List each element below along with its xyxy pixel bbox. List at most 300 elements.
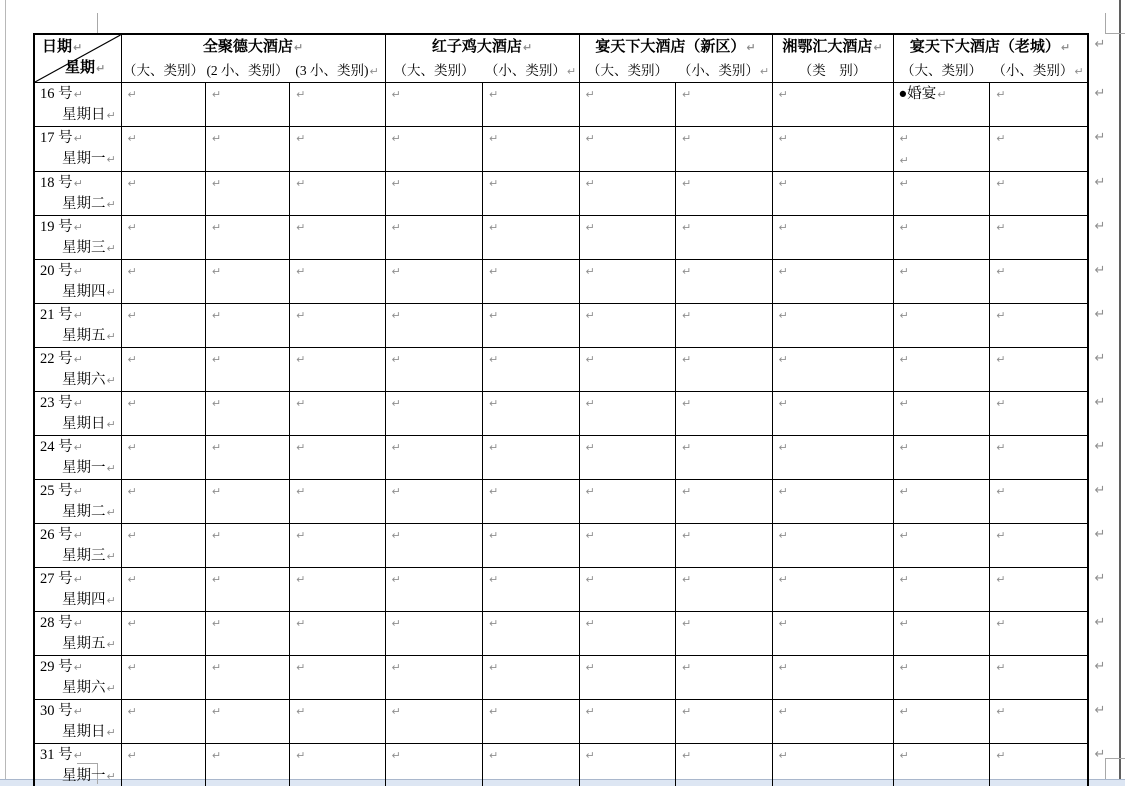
data-cell-r14-c2[interactable] <box>205 656 289 700</box>
data-cell-r6-c3[interactable] <box>290 304 385 348</box>
date-label-cell[interactable] <box>34 392 121 436</box>
data-cell-r13-c8[interactable] <box>772 612 893 656</box>
data-cell-r13-c3[interactable] <box>290 612 385 656</box>
paragraph-mark-icon: ↵ <box>489 529 499 542</box>
data-cell-r12-c6[interactable] <box>579 568 676 612</box>
hotel-header-cell-4[interactable] <box>772 34 893 83</box>
paragraph-mark-icon: ↵ <box>296 265 306 278</box>
data-cell-r6-c6[interactable] <box>579 304 676 348</box>
data-cell-r7-c1[interactable] <box>121 348 205 392</box>
data-cell-r16-c8[interactable] <box>772 744 893 786</box>
data-cell-r10-c5[interactable] <box>483 480 580 524</box>
corner-label-week: 星期 <box>65 60 96 76</box>
data-cell-r1-c3[interactable] <box>290 83 385 127</box>
data-cell-r2-c5[interactable] <box>483 127 580 172</box>
data-cell-r16-c6[interactable] <box>579 744 676 786</box>
paragraph-mark-icon: ↵ <box>106 418 116 431</box>
paragraph-mark-icon: ↵ <box>106 374 116 387</box>
date-label-cell[interactable] <box>34 127 121 172</box>
paragraph-mark-icon: ↵ <box>682 397 692 410</box>
data-cell-r9-c6[interactable] <box>579 436 676 480</box>
weekday: 星期四 <box>62 284 106 300</box>
data-cell-r9-c1[interactable] <box>121 436 205 480</box>
paragraph-mark-icon: ↵ <box>682 661 692 674</box>
paragraph-mark-icon: ↵ <box>996 573 1006 586</box>
data-cell-r1-c2[interactable] <box>205 83 289 127</box>
paragraph-mark-icon: ↵ <box>778 177 788 190</box>
data-cell-r8-c9[interactable] <box>893 392 990 436</box>
data-cell-r10-c3[interactable] <box>290 480 385 524</box>
paragraph-mark-icon: ↵ <box>296 132 306 145</box>
data-cell-r12-c9[interactable] <box>893 568 990 612</box>
data-cell-r12-c10[interactable] <box>990 568 1088 612</box>
data-cell-r9-c7[interactable] <box>676 436 773 480</box>
data-cell-r11-c6[interactable] <box>579 524 676 568</box>
data-cell-r11-c9[interactable] <box>893 524 990 568</box>
data-cell-r11-c7[interactable] <box>676 524 773 568</box>
paragraph-mark-icon: ↵ <box>391 309 401 322</box>
data-cell-r14-c6[interactable] <box>579 656 676 700</box>
data-cell-r7-c3[interactable] <box>290 348 385 392</box>
paragraph-mark-icon: ↵ <box>106 286 116 299</box>
data-cell-r6-c10[interactable] <box>990 304 1088 348</box>
data-cell-r9-c2[interactable] <box>205 436 289 480</box>
data-cell-r12-c2[interactable] <box>205 568 289 612</box>
data-cell-r13-c10[interactable] <box>990 612 1088 656</box>
date-label-cell[interactable] <box>34 83 121 127</box>
data-cell-r4-c4[interactable] <box>385 216 483 260</box>
date-label-cell[interactable] <box>34 172 121 216</box>
data-cell-r10-c9[interactable] <box>893 480 990 524</box>
data-cell-r9-c10[interactable] <box>990 436 1088 480</box>
data-cell-r15-c5[interactable] <box>483 700 580 744</box>
data-cell-r1-c7[interactable] <box>676 83 773 127</box>
paragraph-mark-icon: ↵ <box>996 485 1006 498</box>
date-label-cell[interactable] <box>34 480 121 524</box>
paragraph-mark-icon: ↵ <box>778 705 788 718</box>
paragraph-mark-icon: ↵ <box>106 109 116 122</box>
paragraph-mark-icon: ↵ <box>296 309 306 322</box>
row-end-paragraph-mark: ↵ <box>1094 85 1106 101</box>
data-cell-r7-c5[interactable] <box>483 348 580 392</box>
weekday: 星期五 <box>62 328 106 344</box>
paragraph-mark-icon: ↵ <box>106 638 116 651</box>
data-cell-r4-c10[interactable] <box>990 216 1088 260</box>
paragraph-mark-icon: ↵ <box>391 661 401 674</box>
data-cell-r4-c5[interactable] <box>483 216 580 260</box>
data-cell-r5-c6[interactable] <box>579 260 676 304</box>
hotel-header-cell-2[interactable] <box>385 34 579 83</box>
data-cell-r16-c3[interactable] <box>290 744 385 786</box>
data-cell-r7-c8[interactable] <box>772 348 893 392</box>
data-cell-r3-c9[interactable] <box>893 172 990 216</box>
paragraph-mark-icon: ↵ <box>996 397 1006 410</box>
data-cell-r1-c5[interactable] <box>483 83 580 127</box>
date-label-cell[interactable] <box>34 612 121 656</box>
data-cell-r8-c5[interactable] <box>483 392 580 436</box>
paragraph-mark-icon: ↵ <box>489 177 499 190</box>
paragraph-mark-icon: ↵ <box>127 265 137 278</box>
data-cell-r11-c2[interactable] <box>205 524 289 568</box>
data-cell-r10-c7[interactable] <box>676 480 773 524</box>
paragraph-mark-icon: ↵ <box>899 749 909 762</box>
data-cell-r2-c3[interactable] <box>290 127 385 172</box>
paragraph-mark-icon: ↵ <box>996 309 1006 322</box>
paragraph-mark-icon: ↵ <box>106 330 116 343</box>
data-cell-r12-c3[interactable] <box>290 568 385 612</box>
data-cell-r5-c7[interactable] <box>676 260 773 304</box>
data-cell-r16-c4[interactable] <box>385 744 483 786</box>
data-cell-r6-c2[interactable] <box>205 304 289 348</box>
hotel-subcategory-label: （大、类别） <box>393 63 475 78</box>
data-cell-r15-c2[interactable] <box>205 700 289 744</box>
paragraph-mark-icon: ↵ <box>73 485 83 498</box>
day-number: 17 号 <box>40 130 73 146</box>
hotel-name: 宴天下大酒店（老城） <box>909 39 1060 55</box>
paragraph-mark-icon: ↵ <box>211 441 222 454</box>
weekday: 星期五 <box>62 636 106 652</box>
data-cell-r8-c1[interactable] <box>121 392 205 436</box>
data-cell-r10-c1[interactable] <box>121 480 205 524</box>
data-cell-r15-c8[interactable] <box>772 700 893 744</box>
data-cell-r8-c2[interactable] <box>205 392 289 436</box>
paragraph-mark-icon: ↵ <box>899 177 909 190</box>
data-cell-r2-c4[interactable] <box>385 127 483 172</box>
paragraph-mark-icon: ↵ <box>296 88 306 101</box>
paragraph-mark-icon: ↵ <box>522 41 533 54</box>
data-cell-r11-c3[interactable] <box>290 524 385 568</box>
data-cell-r4-c1[interactable] <box>121 216 205 260</box>
day-number: 19 号 <box>40 219 73 235</box>
paragraph-mark-icon: ↵ <box>211 529 222 542</box>
data-cell-r3-c1[interactable] <box>121 172 205 216</box>
hotel-header-cell-5[interactable] <box>893 34 1088 83</box>
data-cell-r13-c5[interactable] <box>483 612 580 656</box>
text-boundary-mark-top-right <box>1105 13 1125 34</box>
data-cell-r16-c9[interactable] <box>893 744 990 786</box>
data-cell-r6-c5[interactable] <box>483 304 580 348</box>
row-end-paragraph-mark: ↵ <box>1094 174 1106 190</box>
data-cell-r12-c7[interactable] <box>676 568 773 612</box>
hotel-name: 红子鸡大酒店 <box>431 39 522 55</box>
paragraph-mark-icon: ↵ <box>211 221 222 234</box>
row-end-paragraph-mark: ↵ <box>1094 702 1106 718</box>
date-label-cell[interactable] <box>34 700 121 744</box>
data-cell-r3-c10[interactable] <box>990 172 1088 216</box>
data-cell-r8-c3[interactable] <box>290 392 385 436</box>
data-cell-r14-c7[interactable] <box>676 656 773 700</box>
paragraph-mark-icon: ↵ <box>106 682 116 695</box>
paragraph-mark-icon: ↵ <box>585 573 595 586</box>
data-cell-r12-c8[interactable] <box>772 568 893 612</box>
data-cell-r14-c8[interactable] <box>772 656 893 700</box>
date-label-cell[interactable] <box>34 348 121 392</box>
data-cell-r5-c3[interactable] <box>290 260 385 304</box>
schedule-table[interactable] <box>33 33 1089 786</box>
data-cell-r15-c9[interactable] <box>893 700 990 744</box>
paragraph-mark-icon: ↵ <box>211 397 222 410</box>
date-label-cell[interactable] <box>34 216 121 260</box>
data-cell-r9-c4[interactable] <box>385 436 483 480</box>
data-cell-r5-c10[interactable] <box>990 260 1088 304</box>
data-cell-r13-c7[interactable] <box>676 612 773 656</box>
data-cell-r2-c6[interactable] <box>579 127 676 172</box>
row-end-paragraph-mark: ↵ <box>1094 129 1106 145</box>
data-cell-r8-c7[interactable] <box>676 392 773 436</box>
data-cell-r1-c6[interactable] <box>579 83 676 127</box>
data-cell-r16-c2[interactable] <box>205 744 289 786</box>
paragraph-mark-icon: ↵ <box>127 177 137 190</box>
data-cell-r2-c2[interactable] <box>205 127 289 172</box>
data-cell-r5-c2[interactable] <box>205 260 289 304</box>
data-cell-r5-c5[interactable] <box>483 260 580 304</box>
paragraph-mark-icon: ↵ <box>489 265 499 278</box>
data-cell-r4-c8[interactable] <box>772 216 893 260</box>
data-cell-r12-c4[interactable] <box>385 568 483 612</box>
paragraph-mark-icon: ↵ <box>106 153 116 166</box>
data-cell-r6-c8[interactable] <box>772 304 893 348</box>
data-cell-r2-c8[interactable] <box>772 127 893 172</box>
data-cell-r3-c2[interactable] <box>205 172 289 216</box>
paragraph-mark-icon: ↵ <box>996 749 1006 762</box>
date-label-cell[interactable] <box>34 260 121 304</box>
data-cell-r15-c3[interactable] <box>290 700 385 744</box>
data-cell-r14-c4[interactable] <box>385 656 483 700</box>
data-cell-r16-c7[interactable] <box>676 744 773 786</box>
weekday: 星期六 <box>62 680 106 696</box>
data-cell-r12-c1[interactable] <box>121 568 205 612</box>
data-cell-r7-c9[interactable] <box>893 348 990 392</box>
paragraph-mark-icon: ↵ <box>391 617 401 630</box>
data-cell-r2-c1[interactable] <box>121 127 205 172</box>
paragraph-mark-icon: ↵ <box>106 726 116 739</box>
weekday: 星期日 <box>62 416 106 432</box>
data-cell-r14-c9[interactable] <box>893 656 990 700</box>
data-cell-r6-c9[interactable] <box>893 304 990 348</box>
data-cell-r2-c7[interactable] <box>676 127 773 172</box>
data-cell-r16-c10[interactable] <box>990 744 1088 786</box>
paragraph-mark-icon: ↵ <box>682 485 692 498</box>
row-end-paragraph-mark: ↵ <box>1094 570 1106 586</box>
data-cell-r6-c4[interactable] <box>385 304 483 348</box>
data-cell-r4-c3[interactable] <box>290 216 385 260</box>
weekday: 星期三 <box>62 548 106 564</box>
paragraph-mark-icon: ↵ <box>106 198 116 211</box>
day-number: 29 号 <box>40 659 73 675</box>
data-cell-r9-c5[interactable] <box>483 436 580 480</box>
paragraph-mark-icon: ↵ <box>585 397 595 410</box>
data-cell-r14-c5[interactable] <box>483 656 580 700</box>
data-cell-r8-c6[interactable] <box>579 392 676 436</box>
paragraph-mark-icon: ↵ <box>73 265 83 278</box>
data-cell-r13-c9[interactable] <box>893 612 990 656</box>
date-label-cell[interactable] <box>34 304 121 348</box>
data-cell-r9-c9[interactable] <box>893 436 990 480</box>
data-cell-r3-c3[interactable] <box>290 172 385 216</box>
paragraph-mark-icon: ↵ <box>778 265 788 278</box>
paragraph-mark-icon: ↵ <box>489 88 499 101</box>
day-number: 26 号 <box>40 527 73 543</box>
paragraph-mark-icon: ↵ <box>296 397 306 410</box>
data-cell-r6-c1[interactable] <box>121 304 205 348</box>
paragraph-mark-icon: ↵ <box>746 41 756 54</box>
day-number: 22 号 <box>40 351 73 367</box>
date-label-cell[interactable] <box>34 568 121 612</box>
data-cell-r1-c10[interactable] <box>990 83 1088 127</box>
day-number: 20 号 <box>40 263 73 279</box>
paragraph-mark-icon: ↵ <box>682 353 692 366</box>
paragraph-mark-icon: ↵ <box>106 242 116 255</box>
page-left-edge <box>5 0 6 779</box>
data-cell-r16-c5[interactable] <box>483 744 580 786</box>
paragraph-mark-icon: ↵ <box>127 749 137 762</box>
paragraph-mark-icon: ↵ <box>585 88 595 101</box>
paragraph-mark-icon: ↵ <box>778 441 788 454</box>
weekday: 星期四 <box>62 592 106 608</box>
row-end-paragraph-mark: ↵ <box>1094 37 1106 52</box>
data-cell-r15-c6[interactable] <box>579 700 676 744</box>
data-cell-r11-c5[interactable] <box>483 524 580 568</box>
data-cell-r8-c10[interactable] <box>990 392 1088 436</box>
data-cell-r13-c4[interactable] <box>385 612 483 656</box>
data-cell-r1-c9[interactable] <box>893 83 990 127</box>
paragraph-mark-icon: ↵ <box>899 132 909 145</box>
data-cell-r7-c2[interactable] <box>205 348 289 392</box>
paragraph-mark-icon: ↵ <box>996 529 1006 542</box>
data-cell-r2-c10[interactable] <box>990 127 1088 172</box>
paragraph-mark-icon: ↵ <box>489 397 499 410</box>
data-cell-r11-c8[interactable] <box>772 524 893 568</box>
data-cell-r5-c1[interactable] <box>121 260 205 304</box>
data-cell-r4-c2[interactable] <box>205 216 289 260</box>
paragraph-mark-icon: ↵ <box>391 397 401 410</box>
day-number: 21 号 <box>40 307 73 323</box>
data-cell-r4-c6[interactable] <box>579 216 676 260</box>
data-cell-r15-c7[interactable] <box>676 700 773 744</box>
data-cell-r7-c4[interactable] <box>385 348 483 392</box>
data-cell-r5-c4[interactable] <box>385 260 483 304</box>
data-cell-r3-c6[interactable] <box>579 172 676 216</box>
paragraph-mark-icon: ↵ <box>682 177 692 190</box>
paragraph-mark-icon: ↵ <box>296 749 306 762</box>
paragraph-mark-icon: ↵ <box>391 353 401 366</box>
paragraph-mark-icon: ↵ <box>211 661 222 674</box>
paragraph-mark-icon: ↵ <box>566 65 577 78</box>
paragraph-mark-icon: ↵ <box>682 265 692 278</box>
data-cell-r9-c3[interactable] <box>290 436 385 480</box>
data-cell-r1-c8[interactable] <box>772 83 893 127</box>
data-cell-r4-c7[interactable] <box>676 216 773 260</box>
data-cell-r4-c9[interactable] <box>893 216 990 260</box>
date-row-23号 <box>34 392 1088 436</box>
paragraph-mark-icon: ↵ <box>996 265 1006 278</box>
paragraph-mark-icon: ↵ <box>682 749 692 762</box>
paragraph-mark-icon: ↵ <box>96 62 106 75</box>
date-label-cell[interactable] <box>34 524 121 568</box>
paragraph-mark-icon: ↵ <box>106 550 116 563</box>
hotel-subcategory-label: （大、类别） <box>901 63 982 78</box>
paragraph-mark-icon: ↵ <box>127 617 137 630</box>
paragraph-mark-icon: ↵ <box>489 221 499 234</box>
data-cell-r10-c2[interactable] <box>205 480 289 524</box>
data-cell-r10-c8[interactable] <box>772 480 893 524</box>
paragraph-mark-icon: ↵ <box>585 485 595 498</box>
date-row-24号 <box>34 436 1088 480</box>
paragraph-mark-icon: ↵ <box>73 661 83 674</box>
paragraph-mark-icon: ↵ <box>211 573 222 586</box>
data-cell-r9-c8[interactable] <box>772 436 893 480</box>
data-cell-r15-c1[interactable] <box>121 700 205 744</box>
data-cell-r11-c1[interactable] <box>121 524 205 568</box>
paragraph-mark-icon: ↵ <box>211 617 222 630</box>
data-cell-r7-c10[interactable] <box>990 348 1088 392</box>
hotel-header-cell-1[interactable] <box>121 34 385 83</box>
date-label-cell[interactable] <box>34 744 121 786</box>
data-cell-r8-c8[interactable] <box>772 392 893 436</box>
data-cell-r3-c5[interactable] <box>483 172 580 216</box>
data-cell-r14-c1[interactable] <box>121 656 205 700</box>
data-cell-r11-c10[interactable] <box>990 524 1088 568</box>
data-cell-r10-c6[interactable] <box>579 480 676 524</box>
paragraph-mark-icon: ↵ <box>127 661 137 674</box>
paragraph-mark-icon: ↵ <box>369 65 379 78</box>
data-cell-r13-c1[interactable] <box>121 612 205 656</box>
paragraph-mark-icon: ↵ <box>489 617 499 630</box>
data-cell-r15-c10[interactable] <box>990 700 1088 744</box>
data-cell-r3-c8[interactable] <box>772 172 893 216</box>
day-number: 31 号 <box>40 747 73 763</box>
paragraph-mark-icon: ↵ <box>899 617 909 630</box>
data-cell-r7-c7[interactable] <box>676 348 773 392</box>
date-label-cell[interactable] <box>34 656 121 700</box>
data-cell-r5-c9[interactable] <box>893 260 990 304</box>
data-cell-r12-c5[interactable] <box>483 568 580 612</box>
data-cell-r1-c4[interactable] <box>385 83 483 127</box>
date-week-corner-cell[interactable] <box>34 34 121 83</box>
data-cell-r13-c2[interactable] <box>205 612 289 656</box>
data-cell-r2-c9[interactable] <box>893 127 990 172</box>
paragraph-mark-icon: ↵ <box>1060 41 1071 54</box>
paragraph-mark-icon: ↵ <box>211 705 222 718</box>
data-cell-r8-c4[interactable] <box>385 392 483 436</box>
data-cell-r1-c1[interactable] <box>121 83 205 127</box>
hotel-header-cell-3[interactable] <box>579 34 772 83</box>
data-cell-r15-c4[interactable] <box>385 700 483 744</box>
paragraph-mark-icon: ↵ <box>73 353 83 366</box>
data-cell-r6-c7[interactable] <box>676 304 773 348</box>
date-label-cell[interactable] <box>34 436 121 480</box>
data-cell-r3-c7[interactable] <box>676 172 773 216</box>
data-cell-r5-c8[interactable] <box>772 260 893 304</box>
data-cell-r14-c10[interactable] <box>990 656 1088 700</box>
date-row-26号 <box>34 524 1088 568</box>
paragraph-mark-icon: ↵ <box>391 132 401 145</box>
data-cell-r10-c10[interactable] <box>990 480 1088 524</box>
data-cell-r14-c3[interactable] <box>290 656 385 700</box>
date-row-25号 <box>34 480 1088 524</box>
data-cell-r3-c4[interactable] <box>385 172 483 216</box>
paragraph-mark-icon: ↵ <box>211 88 222 101</box>
paragraph-mark-icon: ↵ <box>899 705 909 718</box>
weekday: 星期一 <box>62 460 106 476</box>
data-cell-r10-c4[interactable] <box>385 480 483 524</box>
data-cell-r16-c1[interactable] <box>121 744 205 786</box>
data-cell-r13-c6[interactable] <box>579 612 676 656</box>
paragraph-mark-icon: ↵ <box>996 88 1006 101</box>
paragraph-mark-icon: ↵ <box>127 353 137 366</box>
data-cell-r7-c6[interactable] <box>579 348 676 392</box>
data-cell-r11-c4[interactable] <box>385 524 483 568</box>
